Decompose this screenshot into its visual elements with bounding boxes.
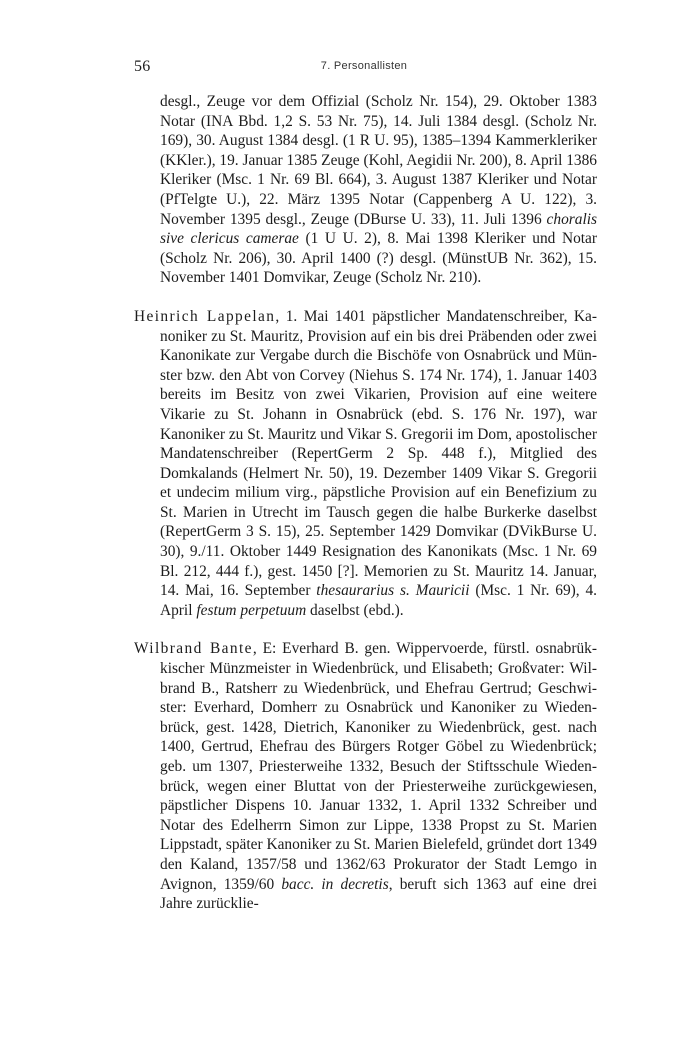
entry-continuation <box>134 92 597 288</box>
entry-text: , E: Everhard B. gen. Wippervoerde, fürstl. osnabrükkischer Münzmeister in Wiedenbrück, und Elisabeth; Großvater: Wilbrand B., Ratsherr zu Wiedenbrück, und Ehefrau Gertrud; Geschwister: Everhard, Domherr zu Osnabrück und Kanoniker zu Wiedenbrück, gest. 1428, Dietrich, Kanoniker zu Wiedenbrück, gest. nach 1400, Gertrud, Ehefrau des Bürgers Rotger Göbel zu Wiedenbrück; geb. um 1307, Priesterweihe 1332, Besuch der Stiftsschule Wiedenbrück, wegen einer Bluttat von der Priesterweihe zurückgewiesen, päpstlicher Dispens 10. Januar 1332, 1. April 1332 Schreiber und Notar des Edelherrn Simon zur Lippe, 1338 Propst zu St. Marien Lippstadt, später Kanoniker zu St. Marien Bielefeld, gründet dort 1349 den Kaland, 1357/58 und 1362/63 Prokurator der Stadt Lemgo in Avignon, 1359/60 bacc. in decretis, beruft sich 1363 auf eine drei Jahre zurücklie- <box>160 640 598 913</box>
entry-wilbrand-bante <box>134 639 597 913</box>
running-head: 7. Personallisten <box>320 60 408 72</box>
page-number: 56 <box>134 58 151 75</box>
body-text <box>134 92 597 914</box>
entry-text: , 1. Mai 1401 päpstlicher Mandatenschreiber, Kanoniker zu St. Mauritz, Provision auf ein bis drei Präbenden oder zwei Kanonikate zur Vergabe durch die Bischöfe von Osnabrück und Münster bzw. den Abt von Corvey (Niehus S. 174 Nr. 174), 1. Januar 1403 bereits im Besitz von zwei Vikarien, Provision auf eine weitere Vikarie zu St. Johann in Osnabrück (ebd. S. 176 Nr. 197), war Kanoniker zu St. Mauritz und Vikar S. Gregorii im Dom, apostolischer Mandatenschreiber (RepertGerm 2 Sp. 448 f.), Mitglied des Domkalands (Helmert Nr. 50), 19. Dezember 1409 Vikar S. Gregorii et undecim milium virg., päpstliche Provision auf ein Benefizium zu St. Marien in Utrecht im Tausch gegen die halbe Burkerke daselbst (RepertGerm 3 S. 15), 25. September 1429 Domvikar (DVikBurse U. 30), 9./11. Oktober 1449 Resignation des Kanonikats (Msc. 1 Nr. 69 Bl. 212, 444 f.), gest. 1450 [?]. Memorien zu St. Mauritz 14. Januar, 14. Mai, 16. September thesaurarius s. Mauricii (Msc. 1 Nr. 69), 4. April festum perpetuum daselbst (ebd.). <box>160 307 598 619</box>
entry-name: Wilbrand Bante <box>134 640 253 658</box>
entry-name: Heinrich Lappelan <box>134 307 276 325</box>
entry-text: desgl., Zeuge vor dem Offizial (Scholz Nr. 154), 29. Oktober 1383 Notar (INA Bbd. 1,2 S. 53 Nr. 75), 14. Juli 1384 desgl. (Scholz Nr. 169), 30. August 1384 desgl. (1 R U. 95), 1385–1394 Kammerkleriker (KKler.), 19. Januar 1385 Zeuge (Kohl, Aegidii Nr. 200), 8. April 1386 Kleriker (Msc. 1 Nr. 69 Bl. 664), 3. August 1387 Kleriker und Notar (PfTelgte U.), 22. März 1395 Notar (Cappenberg A U. 122), 3. November 1395 desgl., Zeuge (DBurse U. 33), 11. Juli 1396 choralis sive clericus camerae (1 U U. 2), 8. Mai 1398 Kleriker und Notar (Scholz Nr. 206), 30. April 1400 (?) desgl. (MünstUB Nr. 362), 15. November 1401 Domvikar, Zeuge (Scholz Nr. 210). <box>160 93 597 287</box>
page-header <box>134 58 594 82</box>
entry-heinrich-lappelan <box>134 307 597 621</box>
